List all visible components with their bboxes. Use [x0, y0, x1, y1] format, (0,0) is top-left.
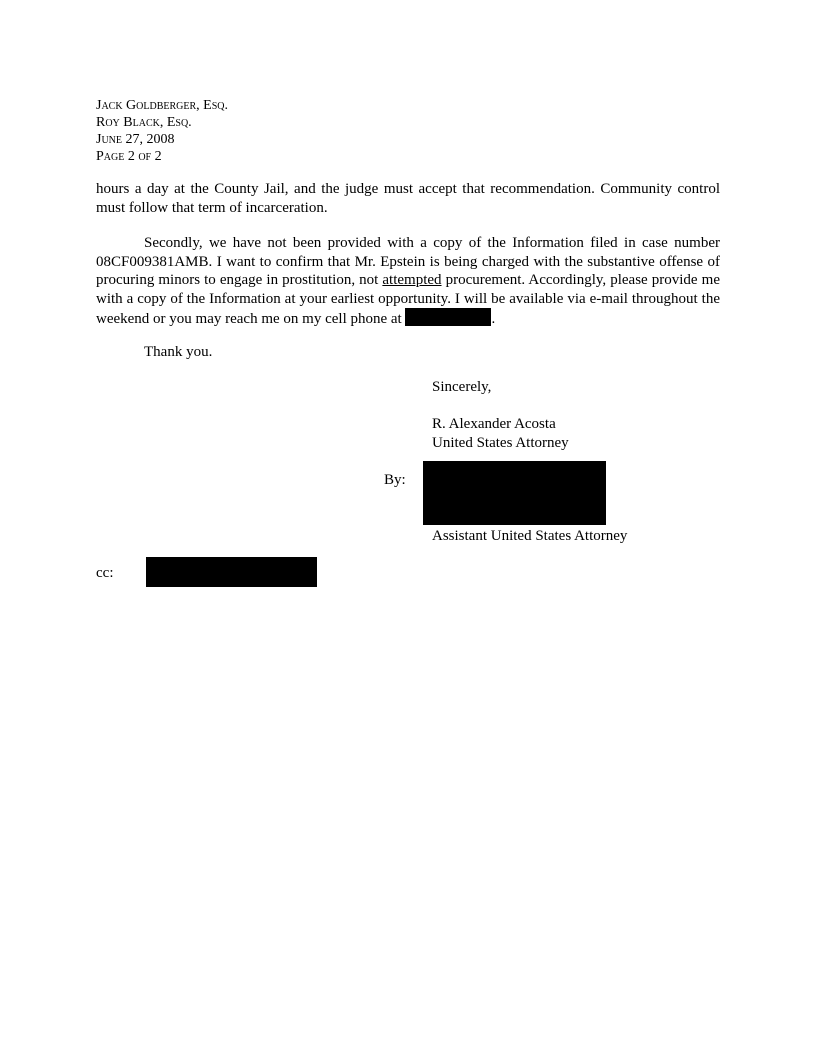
signatory-name: R. Alexander Acosta	[432, 416, 556, 432]
paragraph-text-part-1: Secondly, we have not been provided with a copy of the Information filed in case number 08CF009381AMB. I want to confirm that Mr. Epstein is being charged with the substantive offense of procuring minors to engage in prostitution, not	[96, 235, 720, 288]
header-recipient-1: Jack Goldberger, Esq.	[96, 98, 229, 113]
signature-redaction	[423, 461, 606, 525]
paragraph-continuation: hours a day at the County Jail, and the judge must accept that recommendation. Community control must follow that term of incarceration.	[96, 181, 720, 216]
signer-title: Assistant United States Attorney	[432, 528, 628, 544]
thanks-line: Thank you.	[144, 344, 213, 360]
phone-redaction	[405, 308, 491, 326]
header-date: June 27, 2008	[96, 132, 175, 147]
signatory-title: United States Attorney	[432, 435, 569, 451]
header-recipient-2: Roy Black, Esq.	[96, 115, 192, 130]
cc-label: cc:	[96, 565, 114, 581]
letter-header	[96, 97, 228, 165]
cc-redaction	[146, 557, 317, 587]
paragraph-text-end: .	[491, 311, 496, 327]
paragraph-information-request	[96, 234, 720, 329]
header-page-number: Page 2 of 2	[96, 149, 162, 164]
closing-line: Sincerely,	[432, 379, 492, 395]
underlined-word: attempted	[382, 272, 442, 288]
by-label: By:	[384, 472, 406, 488]
paragraph-text-part-2: procurement. Accordingly, please provide me with a copy of the Information at your earliest opportunity. I will be available via e-mail throughout the weekend or you may reach me on my cell phone at	[96, 272, 720, 327]
